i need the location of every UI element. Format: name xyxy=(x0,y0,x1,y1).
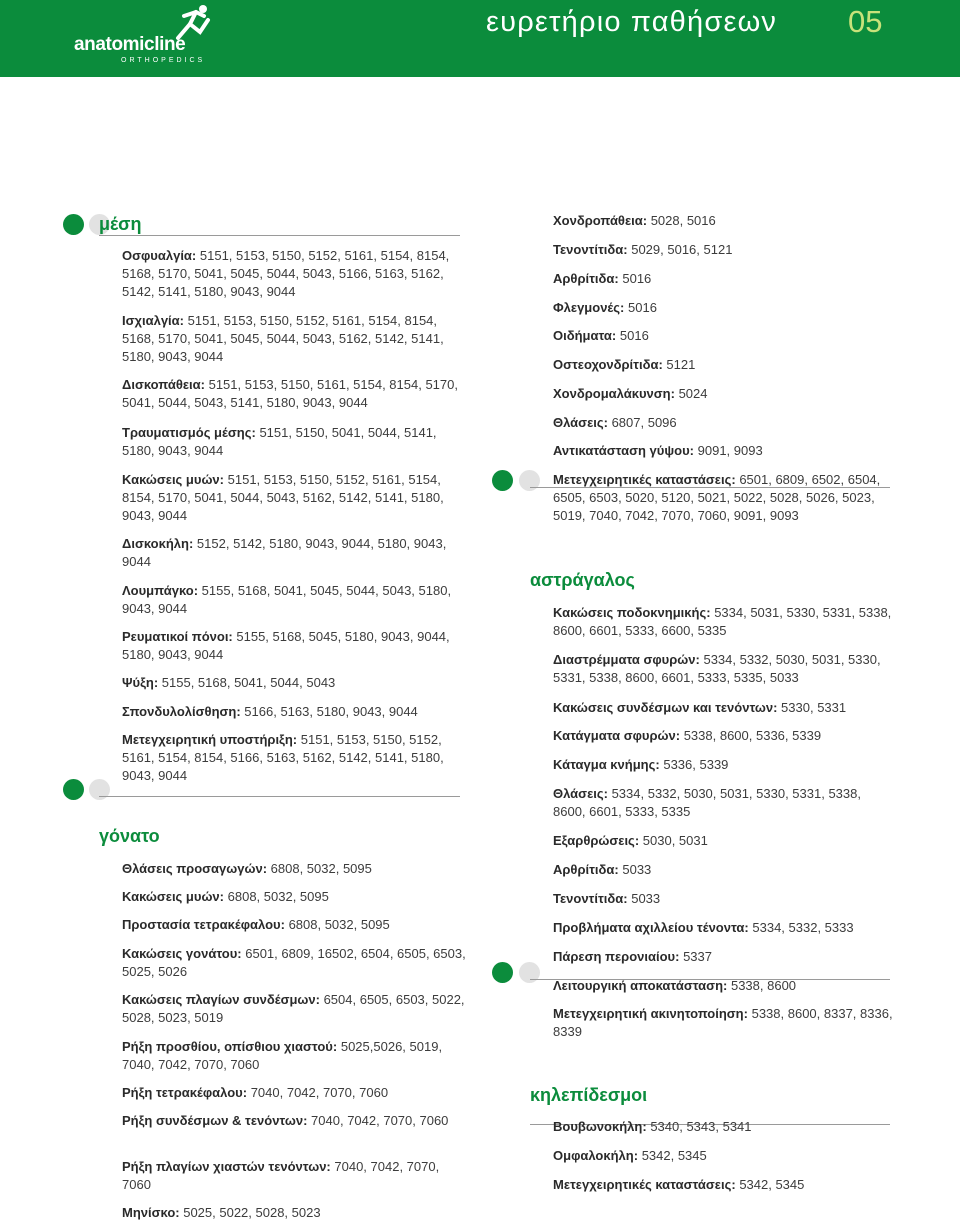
index-entry: Λειτουργική αποκατάσταση: 5338, 8600 xyxy=(553,978,797,993)
section-title-mesi: μέση xyxy=(99,214,142,234)
index-entry: Τενοντίτιδα: 5029, 5016, 5121 xyxy=(553,242,733,257)
section-marker-green-dot xyxy=(492,470,513,491)
index-entry: Βουβωνοκήλη: 5340, 5343, 5341 xyxy=(553,1119,752,1134)
index-entry: Αρθρίτιδα: 5033 xyxy=(553,862,652,877)
index-entry: Φλεγμονές: 5016 xyxy=(553,300,657,315)
index-entry: Θλάσεις: 6807, 5096 xyxy=(553,415,677,430)
page-number: 05 xyxy=(848,4,883,39)
index-entry: Ρευματικοί πόνοι: 5155, 5168, 5045, 5180, 9043, 9044, 5180, 9043, 9044 xyxy=(122,629,450,662)
index-entry: Ψύξη: 5155, 5168, 5041, 5044, 5043 xyxy=(122,675,336,690)
index-entry: Αντικατάσταση γύψου: 9091, 9093 xyxy=(553,443,763,458)
index-entry: Θλάσεις προσαγωγών: 6808, 5032, 5095 xyxy=(122,861,372,876)
index-entry: Κακώσεις συνδέσμων και τενόντων: 5330, 5331 xyxy=(553,700,847,715)
index-entry: Ρήξη συνδέσμων & τενόντων: 7040, 7042, 7070, 7060 xyxy=(122,1113,449,1128)
index-entry: Οστεοχονδρίτιδα: 5121 xyxy=(553,357,696,372)
index-entry: Ρήξη τετρακέφαλου: 7040, 7042, 7070, 7060 xyxy=(122,1085,389,1100)
index-entry: Εξαρθρώσεις: 5030, 5031 xyxy=(553,833,708,848)
index-entry: Κακώσεις πλαγίων συνδέσμων: 6504, 6505, 6503, 5022, 5028, 5023, 5019 xyxy=(122,992,465,1025)
section-marker-green-dot xyxy=(63,214,84,235)
index-entry: Ρήξη προσθίου, οπίσθιου χιαστού: 5025,5026, 5019, 7040, 7042, 7070, 7060 xyxy=(122,1039,443,1072)
index-entry: Μηνίσκο: 5025, 5022, 5028, 5023 xyxy=(122,1205,321,1220)
index-entry: Ισχιαλγία: 5151, 5153, 5150, 5152, 5161, 5154, 8154, 5168, 5170, 5041, 5045, 5044, 5043, 5162, 5142, 5141, 5180, 9043, 9044 xyxy=(122,313,444,364)
left-column xyxy=(122,0,467,1222)
logo-subtitle: ORTHOPEDICS xyxy=(121,57,206,64)
index-entry: Τενοντίτιδα: 5033 xyxy=(553,891,661,906)
index-entry: Κατάγματα σφυρών: 5338, 8600, 5336, 5339 xyxy=(553,728,822,743)
index-entry: Δισκοκήλη: 5152, 5142, 5180, 9043, 9044, 5180, 9043, 9044 xyxy=(122,536,447,569)
index-entry: Θλάσεις: 5334, 5332, 5030, 5031, 5330, 5331, 5338, 8600, 6601, 5333, 5335 xyxy=(553,786,861,819)
section-title-gonato: γόνατο xyxy=(99,826,160,846)
index-entry: Προβλήματα αχιλλείου τένοντα: 5334, 5332, 5333 xyxy=(553,920,854,935)
index-entry: Διαστρέμματα σφυρών: 5334, 5332, 5030, 5031, 5330, 5331, 5338, 8600, 6601, 5333, 5335, 5033 xyxy=(553,652,881,685)
logo-name: anatomicline xyxy=(74,34,186,55)
index-entry: Κακώσεις ποδοκνημικής: 5334, 5031, 5330, 5331, 5338, 8600, 6601, 5333, 6600, 5335 xyxy=(553,605,892,638)
section-title-astragalos: αστράγαλος xyxy=(530,570,635,590)
index-entry: Μετεγχειρητικές καταστάσεις: 6501, 6809, 6502, 6504, 6505, 6503, 5020, 5120, 5021, 5022, 5028, 5026, 5023, 5019, 7040, 7042, 7070, 7060, 9091, 9093 xyxy=(553,472,881,523)
index-entry: Μετεγχειρητική υποστήριξη: 5151, 5153, 5150, 5152, 5161, 5154, 8154, 5166, 5163, 5162, 5142, 5141, 5180, 9043, 9044 xyxy=(122,732,444,783)
section-marker-green-dot xyxy=(63,779,84,800)
index-entry: Μετεγχειρητικές καταστάσεις: 5342, 5345 xyxy=(553,1177,805,1192)
section-title-klepidesmoi: κηλεπίδεσμοι xyxy=(530,1085,648,1105)
index-entry: Ομφαλοκήλη: 5342, 5345 xyxy=(553,1148,707,1163)
section-marker-green-dot xyxy=(492,962,513,983)
page-title: ευρετήριο παθήσεων xyxy=(486,6,778,38)
index-entry: Πάρεση περονιαίου: 5337 xyxy=(553,949,712,964)
index-entry: Χονδροπάθεια: 5028, 5016 xyxy=(553,213,716,228)
index-entry: Σπονδυλολίσθηση: 5166, 5163, 5180, 9043, 9044 xyxy=(122,704,418,719)
index-entry: Κακώσεις γονάτου: 6501, 6809, 16502, 6504, 6505, 6503, 5025, 5026 xyxy=(122,946,466,979)
index-entry: Κάταγμα κνήμης: 5336, 5339 xyxy=(553,757,729,772)
index-entry: Κακώσεις μυών: 5151, 5153, 5150, 5152, 5161, 5154, 8154, 5170, 5041, 5044, 5043, 5162, 5142, 5141, 5180, 9043, 9044 xyxy=(122,472,444,523)
index-entry: Μετεγχειρητική ακινητοποίηση: 5338, 8600, 8337, 8336, 8339 xyxy=(553,1006,893,1039)
index-entry: Αρθρίτιδα: 5016 xyxy=(553,271,652,286)
index-entry: Τραυματισμός μέσης: 5151, 5150, 5041, 5044, 5141, 5180, 9043, 9044 xyxy=(122,425,437,458)
right-column xyxy=(553,0,893,1222)
index-entry: Οσφυαλγία: 5151, 5153, 5150, 5152, 5161, 5154, 8154, 5168, 5170, 5041, 5045, 5044, 5043, 5166, 5163, 5162, 5142, 5141, 5180, 9043, 9044 xyxy=(122,248,450,299)
index-entry: Οιδήματα: 5016 xyxy=(553,328,649,343)
index-entry: Λουμπάγκο: 5155, 5168, 5041, 5045, 5044, 5043, 5180, 9043, 9044 xyxy=(122,583,452,616)
index-entry: Ρήξη πλαγίων χιαστών τενόντων: 7040, 7042, 7070, 7060 xyxy=(122,1159,440,1192)
index-entry: Δισκοπάθεια: 5151, 5153, 5150, 5161, 5154, 8154, 5170, 5041, 5044, 5043, 5141, 5180, 9043, 9044 xyxy=(122,377,458,410)
index-entry: Χονδρομαλάκυνση: 5024 xyxy=(553,386,708,401)
index-entry: Προστασία τετρακέφαλου: 6808, 5032, 5095 xyxy=(122,917,390,932)
index-entry: Κακώσεις μυών: 6808, 5032, 5095 xyxy=(122,889,329,904)
